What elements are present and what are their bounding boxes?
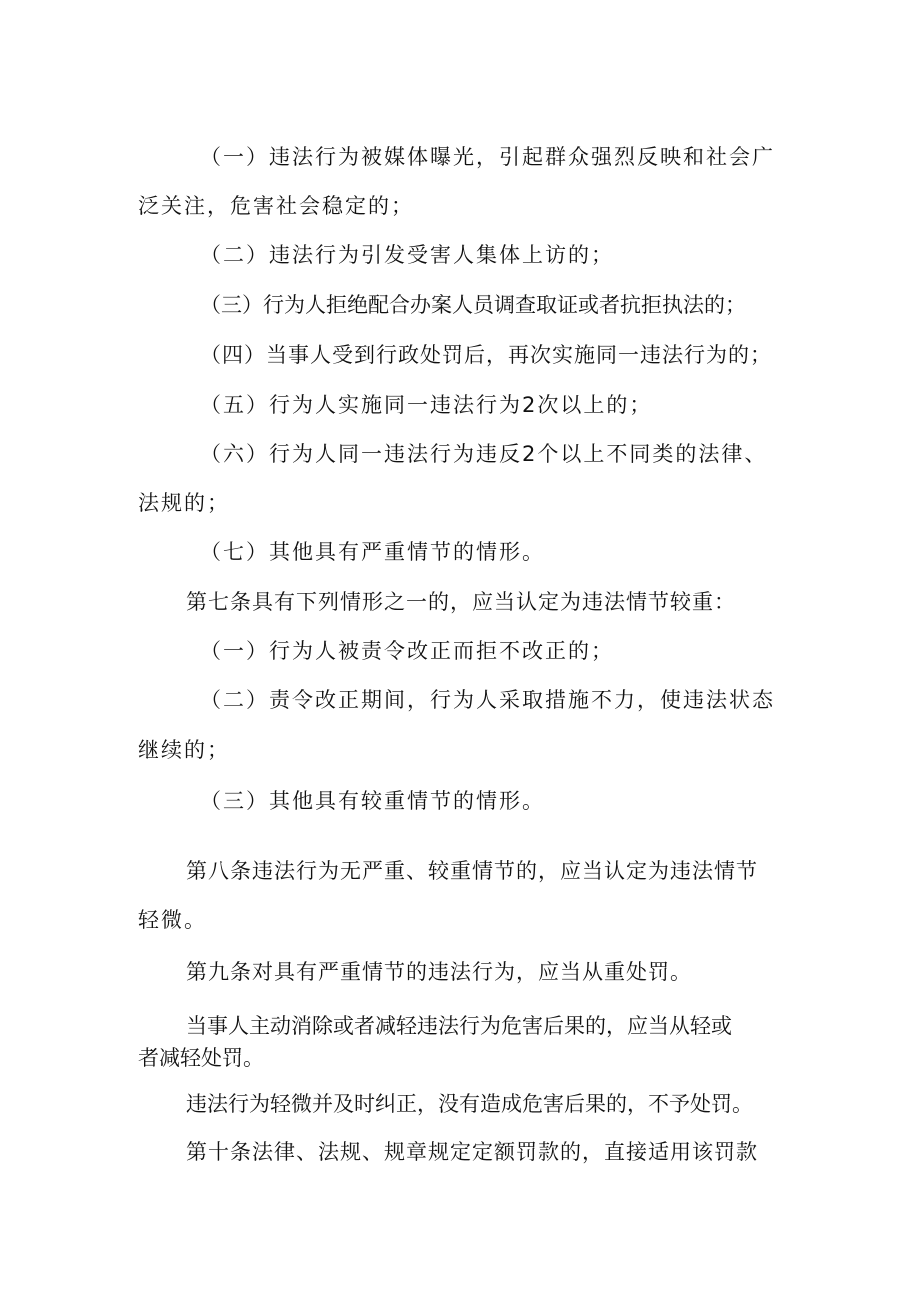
paragraph-line: （一）行为人被责令改正而拒不改正的； bbox=[200, 639, 614, 663]
paragraph-line: 法规的； bbox=[138, 491, 230, 515]
paragraph-line: （二）责令改正期间，行为人采取措施不力，使违法状态 bbox=[200, 688, 775, 712]
paragraph-line: （三）行为人拒绝配合办案人员调查取证或者抗拒执法的； bbox=[200, 293, 746, 317]
paragraph-line: 第九条对具有严重情节的违法行为，应当从重处罚。 bbox=[186, 960, 692, 984]
paragraph-line: （二）违法行为引发受害人集体上访的； bbox=[200, 243, 614, 267]
paragraph-line: （五）行为人实施同一违法行为2次以上的； bbox=[200, 393, 653, 417]
paragraph-line: 第七条具有下列情形之一的，应当认定为违法情节较重： bbox=[186, 590, 736, 614]
paragraph-line: 继续的； bbox=[138, 738, 230, 762]
paragraph-line: （一）违法行为被媒体曝光，引起群众强烈反映和社会广 bbox=[200, 145, 775, 169]
paragraph-line: 者减轻处罚。 bbox=[138, 1046, 264, 1070]
paragraph-line: 轻微。 bbox=[138, 908, 207, 932]
paragraph-line: 泛关注，危害社会稳定的； bbox=[138, 194, 414, 218]
paragraph-line: 当事人主动消除或者减轻违法行为危害后果的，应当从轻或 bbox=[186, 1014, 732, 1038]
paragraph-line: 第十条法律、法规、规章规定定额罚款的，直接适用该罚款 bbox=[186, 1140, 758, 1164]
paragraph-line: 违法行为轻微并及时纠正，没有造成危害后果的，不予处罚。 bbox=[186, 1092, 753, 1116]
paragraph-line: 第八条违法行为无严重、较重情节的，应当认定为违法情节 bbox=[186, 859, 758, 883]
paragraph-line: （四）当事人受到行政处罚后，再次实施同一违法行为的； bbox=[200, 343, 772, 367]
paragraph-line: （六）行为人同一违法行为违反2个以上不同类的法律、 bbox=[200, 442, 768, 466]
paragraph-line: （三）其他具有较重情节的情形。 bbox=[200, 789, 545, 813]
paragraph-line: （七）其他具有严重情节的情形。 bbox=[200, 540, 545, 564]
